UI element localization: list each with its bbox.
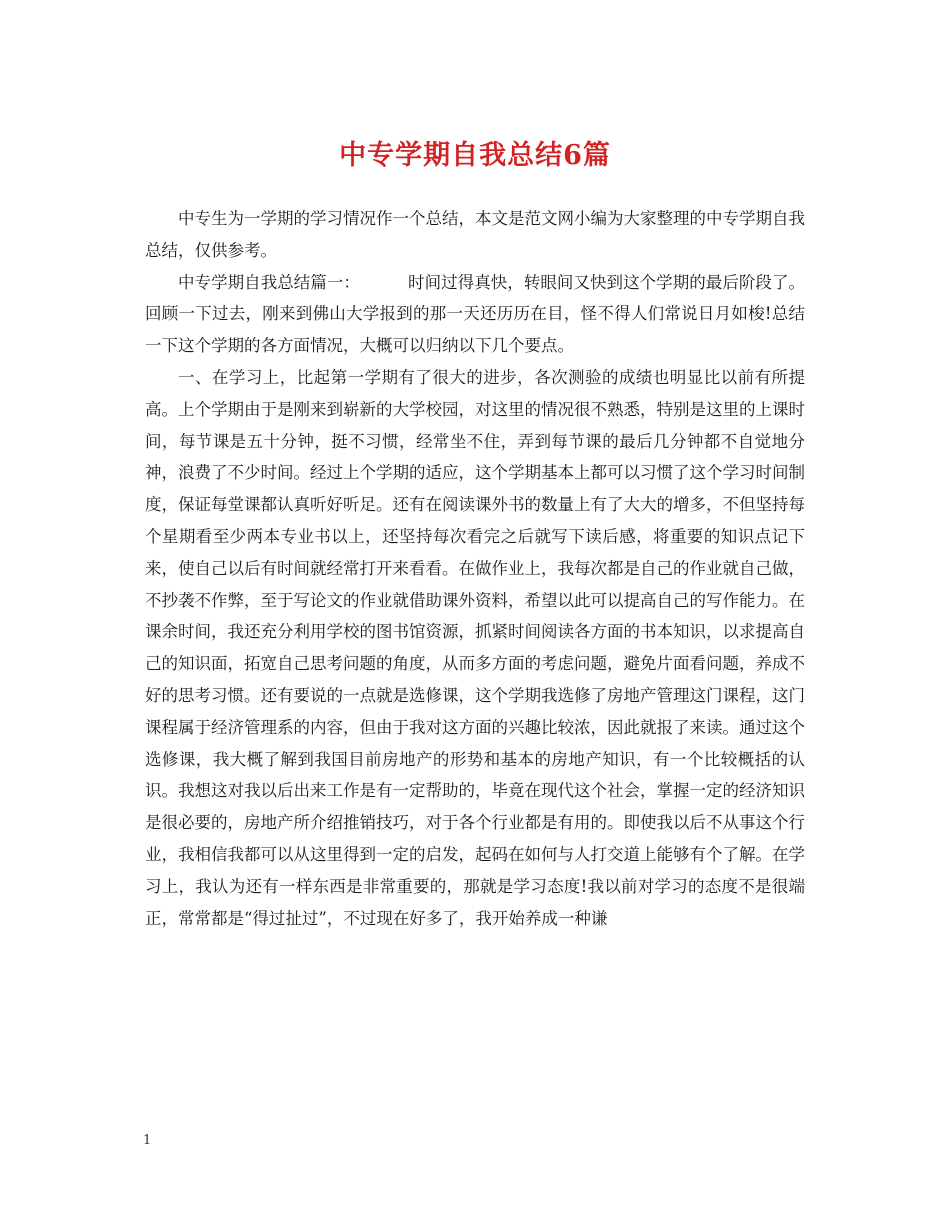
document-title: 中专学期自我总结6篇 bbox=[339, 140, 611, 171]
section-one-heading: 中专学期自我总结篇一： bbox=[178, 272, 360, 292]
section-one-text: 时间过得真快，转眼间又快到这个学期的最后阶段了。回顾一下过去，刚来到佛山大学报到的那一天还历历在目，怪不得人们常说日月如梭!总结一下这个学期的各方面情况，大概可以归纳以下几个要点。 bbox=[145, 272, 806, 356]
study-paragraph: 一、在学习上，比起第一学期有了很大的进步，各次测验的成绩也明显比以前有所提高。上个学期由于是刚来到崭新的大学校园，对这里的情况很不熟悉，特别是这里的上课时间，每节课是五十分钟，挺不习惯，经常坐不住，弄到每节课的最后几分钟都不自觉地分神，浪费了不少时间。经过上个学期的适应，这个学期基本上都可以习惯了这个学习时间制度，保证每堂课都认真听好听足。还有在阅读课外书的数量上有了大大的增多，不但坚持每个星期看至少两本专业书以上，还坚持每次看完之后就写下读后感，将重要的知识点记下来，使自己以后有时间就经常打开来看看。在做作业上，我每次都是自己的作业就自己做，不抄袭不作弊，至于写论文的作业就借助课外资料，希望以此可以提高自己的写作能力。在课余时间，我还充分利用学校的图书馆资源，抓紧时间阅读各方面的书本知识，以求提高自己的知识面，拓宽自己思考问题的角度，从而多方面的考虑问题，避免片面看问题，养成不好的思考习惯。还有要说的一点就是选修课，这个学期我选修了房地产管理这门课程，这门课程属于经济管理系的内容，但由于我对这方面的兴趣比较浓，因此就报了来读。通过这个选修课，我大概了解到我国目前房地产的形势和基本的房地产知识，有一个比较概括的认识。我想这对我以后出来工作是有一定帮助的，毕竟在现代这个社会，掌握一定的经济知识是很必要的，房地产所介绍推销技巧，对于各个行业都是有用的。即使我以后不从事这个行业，我相信我都可以从这里得到一定的启发，起码在如何与人打交道上能够有个了解。在学习上，我认为还有一样东西是非常重要的，那就是学习态度!我以前对学习的态度不是很端正，常常都是“得过扯过”，不过现在好多了，我开始养成一种谦 bbox=[145, 367, 805, 928]
document-body bbox=[145, 203, 805, 934]
page-number: 1 bbox=[143, 1133, 152, 1148]
section-one-paragraph bbox=[145, 267, 805, 362]
intro-paragraph: 中专生为一学期的学习情况作一个总结，本文是范文网小编为大家整理的中专学期自我总结，仅供参考。 bbox=[145, 209, 805, 260]
